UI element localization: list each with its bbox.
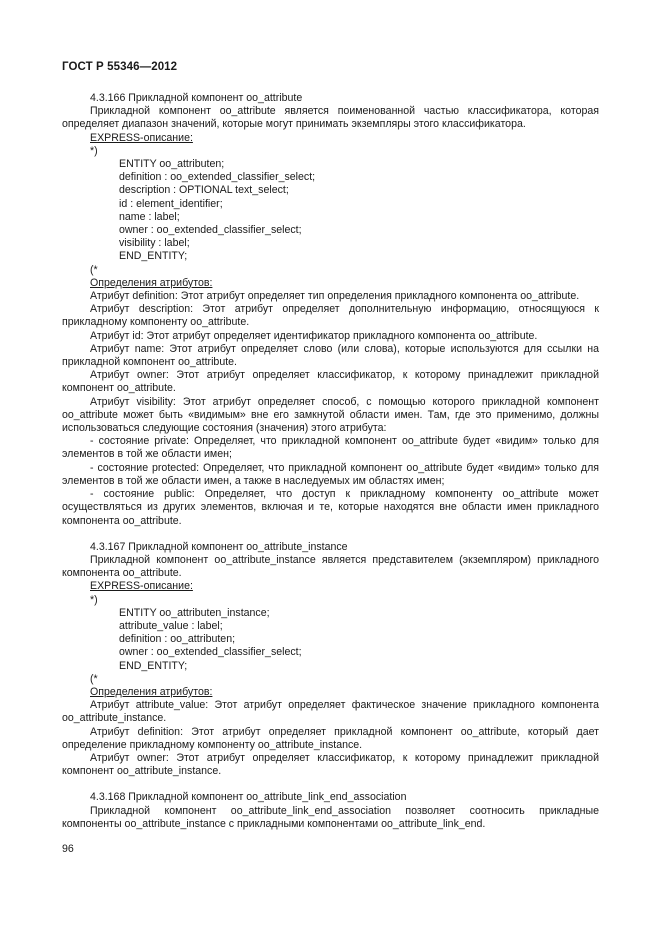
attribute-paragraph: Атрибут attribute_value: Этот атрибут определяет фактическое значение прикладного компонента oo_attribute_instance. <box>62 699 599 725</box>
code-line: visibility : label; <box>119 237 190 250</box>
code-line: id : element_identifier; <box>119 197 223 210</box>
express-code-block <box>62 158 599 264</box>
code-line: END_ENTITY; <box>119 250 188 263</box>
code-line: description : OPTIONAL text_select; <box>119 184 289 197</box>
state-list-item: - состояние public: Определяет, что доступ к прикладному компоненту oo_attribute может осуществляться из других элементов, включая и те, которые находятся вне области имен прикладного компонента oo_attribute. <box>62 488 599 527</box>
attribute-paragraph: Атрибут owner: Этот атрибут определяет классификатор, к которому принадлежит прикладной компонент oo_attribute. <box>62 369 599 395</box>
page-number: 96 <box>62 843 74 855</box>
code-line: name : label; <box>119 210 180 223</box>
code-line: ENTITY oo_attributen_instance; <box>119 606 270 619</box>
section-intro: Прикладной компонент oo_attribute является поименованной частью классификатора, которая определяет диапазон значений, которые могут принимать экземпляры этого классификатора. <box>62 105 599 131</box>
attribute-paragraph: Атрибут definition: Этот атрибут определяет прикладной компонент oo_attribute, который дает определение прикладному компоненту oo_attribute_instance. <box>62 725 599 751</box>
state-list-item: - состояние protected: Определяет, что прикладной компонент oo_attribute будет «видим» только для элементов в той же области имен, а также в наследуемых им областях имен; <box>62 461 599 487</box>
section-heading: 4.3.168 Прикладной компонент oo_attribute_link_end_association <box>90 791 407 804</box>
comment-close: (* <box>90 672 98 685</box>
section-4-3-166 <box>62 92 599 528</box>
express-code-block <box>62 607 599 673</box>
section-heading: 4.3.167 Прикладной компонент oo_attribute_instance <box>90 540 348 553</box>
section-4-3-167 <box>62 541 599 779</box>
code-line: definition : oo_attributen; <box>119 633 236 646</box>
comment-open: *) <box>90 144 98 157</box>
attribute-paragraph: Атрибут owner: Этот атрибут определяет классификатор, к которому принадлежит прикладной компонент oo_attribute_instance. <box>62 751 599 778</box>
express-label: EXPRESS-описание: <box>90 131 193 144</box>
section-heading: 4.3.166 Прикладной компонент oo_attribute <box>90 92 303 104</box>
attribute-paragraph: Атрибут id: Этот атрибут определяет идентификатор прикладного компонента oo_attribute. <box>90 329 538 342</box>
comment-close: (* <box>90 263 98 276</box>
document-body <box>62 92 599 844</box>
attribute-paragraph: Атрибут definition: Этот атрибут определяет тип определения прикладного компонента oo_attribute. <box>90 290 580 303</box>
express-label: EXPRESS-описание: <box>90 580 193 593</box>
code-line: ENTITY oo_attributen; <box>119 158 225 171</box>
code-line: definition : oo_extended_classifier_select; <box>119 171 316 184</box>
section-intro: Прикладной компонент oo_attribute_link_end_association позволяет соотносить прикладные компоненты oo_attribute_instance с прикладными компонентами oo_attribute_link_end. <box>62 804 599 830</box>
attribute-paragraph: Атрибут description: Этот атрибут определяет дополнительную информацию, относящуюся к прикладному компоненту oo_attribute. <box>62 303 599 329</box>
code-line: attribute_value : label; <box>119 619 223 632</box>
section-intro: Прикладной компонент oo_attribute_instance является представителем (экземпляром) прикладного компонента oo_attribute. <box>62 553 599 580</box>
attribute-paragraph: Атрибут name: Этот атрибут определяет слово (или слова), которые используются для ссылки на прикладной компонент oo_attribute. <box>62 342 599 369</box>
attributes-label: Определения атрибутов: <box>90 685 213 698</box>
document-header: ГОСТ Р 55346—2012 <box>62 61 178 73</box>
attribute-paragraph: Атрибут visibility: Этот атрибут определяет способ, с помощью которого прикладной компонент oo_attribute может быть «видимым» вне его замкнутой области имен. Там, где это применимо, должны использоваться следующие состояния (значения) этого атрибута: <box>62 395 599 435</box>
section-4-3-168 <box>62 791 599 831</box>
code-line: END_ENTITY; <box>119 659 188 672</box>
comment-open: *) <box>90 593 98 606</box>
state-list-item: - состояние private: Определяет, что прикладной компонент oo_attribute будет «видим» только для элементов в той же области имен; <box>62 435 599 461</box>
attributes-label: Определения атрибутов: <box>90 276 213 289</box>
code-line: owner : oo_extended_classifier_select; <box>119 646 302 659</box>
code-line: owner : oo_extended_classifier_select; <box>119 224 302 237</box>
